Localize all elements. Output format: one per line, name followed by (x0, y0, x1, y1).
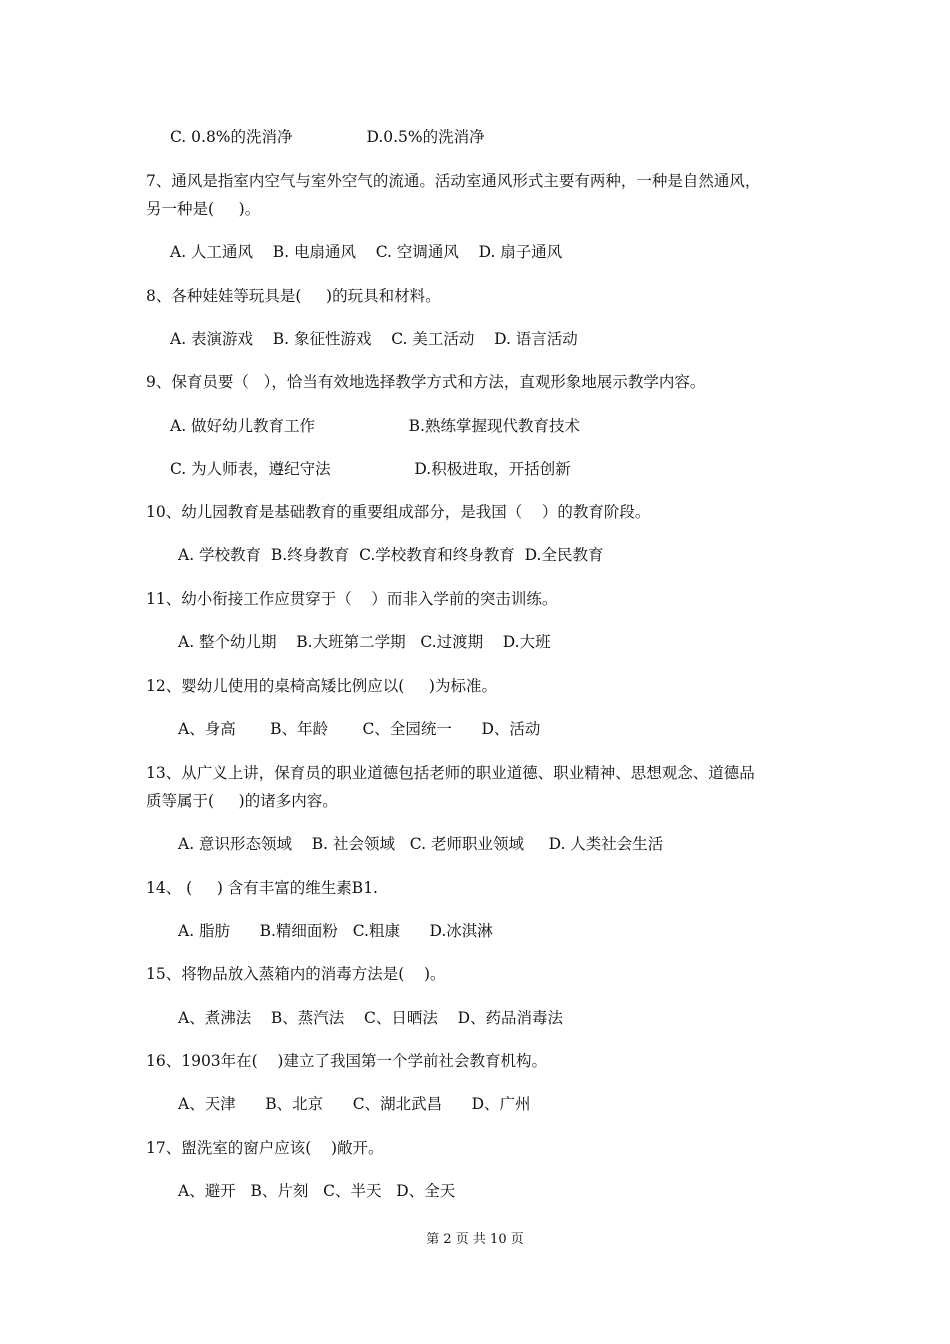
options-q7: A. 人工通风 B. 电扇通风 C. 空调通风 D. 扇子通风 (170, 243, 563, 261)
options-q13: A. 意识形态领域 B. 社会领域 C. 老师职业领域 D. 人类社会生活 (178, 835, 664, 853)
question-8: 8、各种娃娃等玩具是( )的玩具和材料。 (146, 287, 441, 305)
question-16: 16、1903年在( )建立了我国第一个学前社会教育机构。 (146, 1052, 547, 1070)
question-9: 9、保育员要（ ），恰当有效地选择教学方式和方法，直观形象地展示教学内容。 (146, 373, 706, 391)
options-q14: A. 脂肪 B.精细面粉 C.粗康 D.冰淇淋 (178, 922, 493, 940)
question-14: 14、 ( ) 含有丰富的维生素B1. (146, 879, 378, 897)
question-15: 15、将物品放入蒸箱内的消毒方法是( )。 (146, 965, 446, 983)
question-11: 11、幼小衔接工作应贯穿于（ ）而非入学前的突击训练。 (146, 590, 558, 608)
question-13-line-2: 质等属于( )的诸多内容。 (146, 792, 338, 810)
question-7-line-2: 另一种是( )。 (146, 200, 261, 218)
options-q16: A、天津 B、北京 C、湖北武昌 D、广州 (178, 1095, 531, 1113)
question-12: 12、婴幼儿使用的桌椅高矮比例应以( )为标准。 (146, 677, 497, 695)
options-q8: A. 表演游戏 B. 象征性游戏 C. 美工活动 D. 语言活动 (170, 330, 578, 348)
question-17: 17、盥洗室的窗户应该( )敞开。 (146, 1139, 384, 1157)
options-q12: A、身高 B、年龄 C、全园统一 D、活动 (178, 720, 541, 738)
question-7-line-1: 7、通风是指室内空气与室外空气的流通。活动室通风形式主要有两种，一种是自然通风， (146, 172, 761, 190)
options-q15: A、煮沸法 B、蒸汽法 C、日晒法 D、药品消毒法 (178, 1009, 563, 1027)
option-line-q6-cd: C. 0.8%的洗消净 D.0.5%的洗消净 (170, 128, 485, 146)
question-10: 10、幼儿园教育是基础教育的重要组成部分，是我国（ ）的教育阶段。 (146, 503, 651, 521)
options-q9-ab: A. 做好幼儿教育工作 B.熟练掌握现代教育技术 (170, 417, 580, 435)
options-q17: A、避开 B、片刻 C、半天 D、全天 (178, 1182, 456, 1200)
page-footer: 第 2 页 共 10 页 (426, 1232, 524, 1247)
options-q9-cd: C. 为人师表，遵纪守法 D.积极进取，开括创新 (170, 460, 571, 478)
question-13-line-1: 13、从广义上讲，保育员的职业道德包括老师的职业道德、职业精神、思想观念、道德品 (146, 764, 755, 782)
options-q10: A. 学校教育 B.终身教育 C.学校教育和终身教育 D.全民教育 (178, 546, 604, 564)
options-q11: A. 整个幼儿期 B.大班第二学期 C.过渡期 D.大班 (178, 633, 551, 651)
